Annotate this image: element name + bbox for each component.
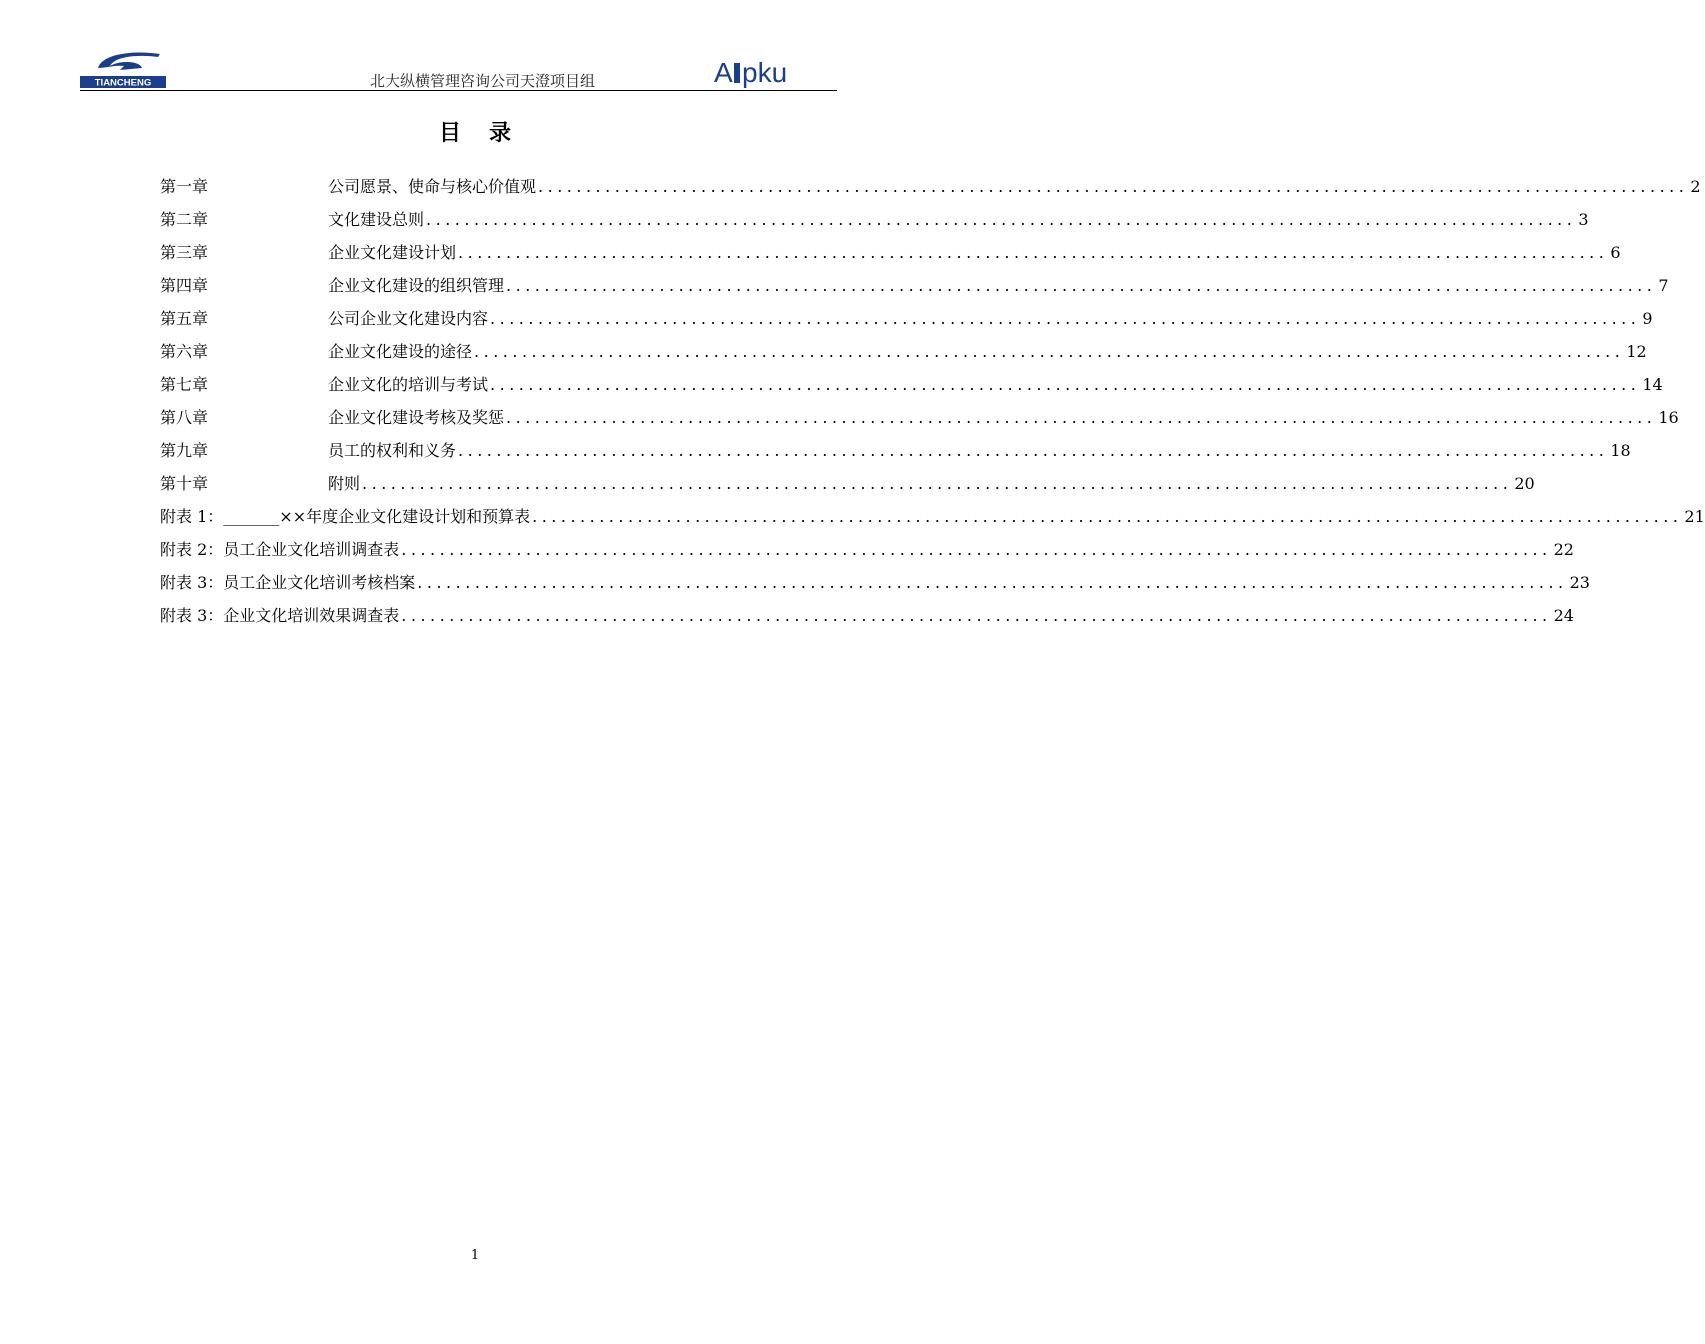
toc-entry[interactable] (160, 401, 1679, 434)
table-of-contents (160, 170, 1705, 632)
chapter-number: 第六章 (160, 342, 209, 361)
chapter-title: 员工的权利和义务 (328, 441, 457, 460)
toc-appendix-entry[interactable] (160, 566, 1590, 599)
page-ref: 24 (1553, 606, 1574, 625)
dot-leader: ........................................................................................................................ (490, 309, 1641, 328)
toc-entry[interactable] (160, 170, 1701, 203)
chapter-title: 附则 (328, 474, 361, 493)
chapter-number: 第三章 (160, 243, 209, 262)
page-ref: 20 (1514, 474, 1535, 493)
chapter-number: 第十章 (160, 474, 209, 493)
chapter-number: 第一章 (160, 177, 209, 196)
dot-leader: ........................................................................................................................ (401, 540, 1552, 559)
chapter-number: 第二章 (160, 210, 209, 229)
chapter-number: 第七章 (160, 375, 209, 394)
appendix-title: 企业文化培训效果调查表 (223, 606, 400, 625)
toc-entry[interactable] (160, 302, 1653, 335)
chapter-title: 公司企业文化建设内容 (328, 309, 489, 328)
chapter-title: 公司愿景、使命与核心价值观 (328, 177, 537, 196)
page-ref: 18 (1610, 441, 1631, 460)
appendix-title: _______××年度企业文化建设计划和预算表 (223, 507, 531, 526)
chapter-number: 第八章 (160, 408, 209, 427)
dot-leader: ........................................................................................................................ (362, 474, 1513, 493)
svg-text:TIANCHENG: TIANCHENG (94, 77, 152, 89)
page-ref: 2 (1690, 177, 1701, 196)
page-ref: 22 (1553, 540, 1574, 559)
appendix-number: 附表 2： (160, 540, 224, 559)
dot-leader: ........................................................................................................................ (426, 210, 1577, 229)
page-ref: 6 (1610, 243, 1621, 262)
dot-leader: ........................................................................................................................ (490, 375, 1641, 394)
toc-appendix-entry[interactable] (160, 599, 1574, 632)
toc-appendix-entry[interactable] (160, 500, 1705, 533)
chapter-title: 企业文化的培训与考试 (328, 375, 489, 394)
alpku-logo (712, 56, 812, 88)
chapter-title: 企业文化建设计划 (328, 243, 457, 262)
svg-text:pku: pku (742, 57, 788, 88)
toc-entry[interactable] (160, 335, 1647, 368)
chapter-title: 企业文化建设的组织管理 (328, 276, 505, 295)
dot-leader: ........................................................................................................................ (458, 441, 1609, 460)
toc-entry[interactable] (160, 434, 1631, 467)
toc-entry[interactable] (160, 236, 1621, 269)
svg-text:A: A (714, 57, 733, 88)
page-ref: 12 (1626, 342, 1647, 361)
appendix-number: 附表 3： (160, 573, 224, 592)
toc-entry[interactable] (160, 269, 1669, 302)
dot-leader: ........................................................................................................................ (532, 507, 1683, 526)
toc-title: 目录 (438, 120, 539, 146)
toc-entry[interactable] (160, 368, 1663, 401)
chapter-title: 文化建设总则 (328, 210, 425, 229)
page-ref: 21 (1684, 507, 1705, 526)
dot-leader: ........................................................................................................................ (506, 276, 1657, 295)
dot-leader: ........................................................................................................................ (506, 408, 1657, 427)
appendix-number: 附表 1： (160, 507, 224, 526)
dot-leader: ........................................................................................................................ (401, 606, 1552, 625)
toc-entry[interactable] (160, 203, 1589, 236)
tiancheng-logo (80, 48, 166, 90)
page-ref: 14 (1642, 375, 1663, 394)
appendix-title: 员工企业文化培训考核档案 (223, 573, 416, 592)
page-header (80, 40, 837, 91)
toc-appendix-entry[interactable] (160, 533, 1574, 566)
chapter-title: 企业文化建设的途径 (328, 342, 473, 361)
chapter-title: 企业文化建设考核及奖惩 (328, 408, 505, 427)
dot-leader: ........................................................................................................................ (458, 243, 1609, 262)
chapter-number: 第四章 (160, 276, 209, 295)
page-ref: 7 (1658, 276, 1669, 295)
page-ref: 3 (1578, 210, 1589, 229)
dot-leader: ........................................................................................................................ (474, 342, 1625, 361)
appendix-number: 附表 3： (160, 606, 224, 625)
dot-leader: ........................................................................................................................ (417, 573, 1568, 592)
chapter-number: 第九章 (160, 441, 209, 460)
chapter-number: 第五章 (160, 309, 209, 328)
dot-leader: ........................................................................................................................ (538, 177, 1689, 196)
page-ref: 9 (1642, 309, 1653, 328)
page-ref: 23 (1569, 573, 1590, 592)
page-number: 1 (470, 1248, 480, 1263)
toc-entry[interactable] (160, 467, 1535, 500)
header-title: 北大纵横管理咨询公司天澄项目组 (370, 72, 596, 90)
appendix-title: 员工企业文化培训调查表 (223, 540, 400, 559)
page-ref: 16 (1658, 408, 1679, 427)
